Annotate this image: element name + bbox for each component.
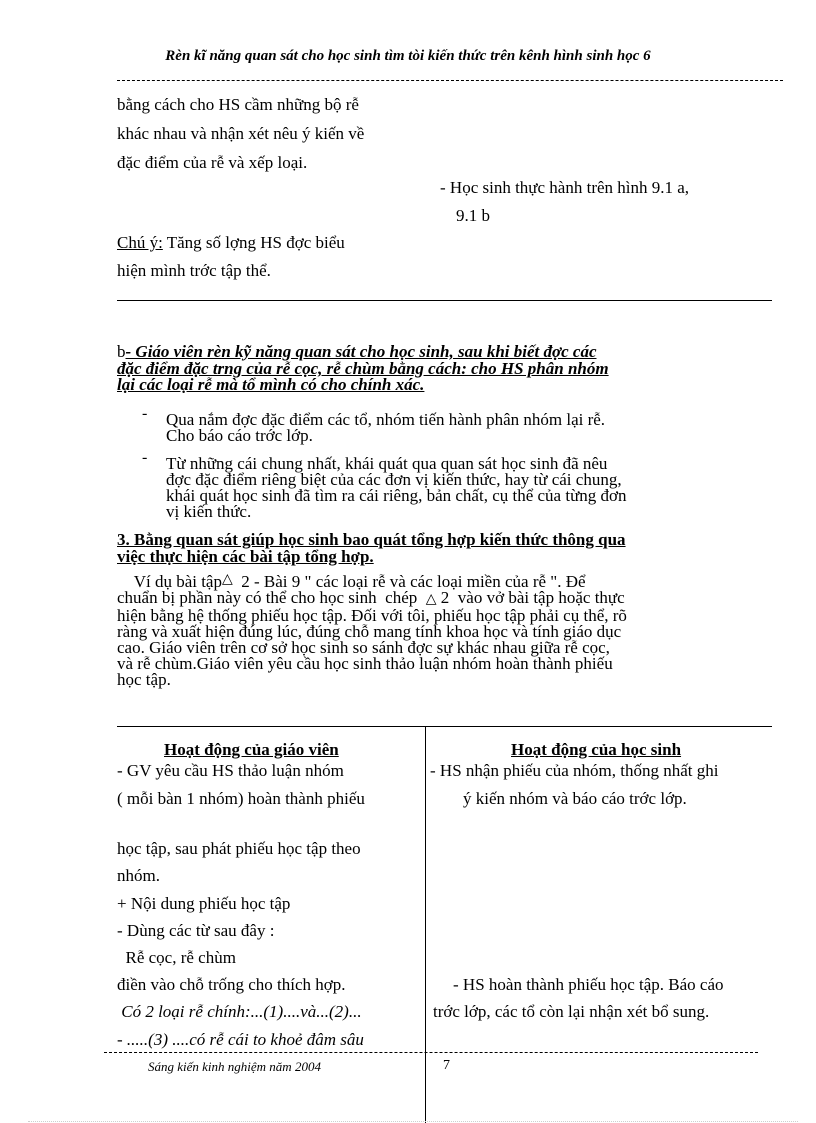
note-text: Tăng số lợng HS đợc biểu [162,233,345,252]
teacher-line: + Nội dung phiếu học tập [117,894,291,913]
example-line-3: hiện bằng hệ thống phiếu học tập. Đối với tôi, phiếu học tập phải cụ thể, rõ [117,606,627,625]
section-b-line-3: lại các loại rễ mà tổ mình có cho chính xác. [117,375,425,394]
bullet-line: vị kiến thức. [166,502,252,521]
bullet-dash: - [142,449,148,466]
bullet-line: Qua nắm đợc đặc điểm các tổ, nhóm tiến hành phân nhóm lại rễ. [166,410,606,429]
example-text: 2 - Bài 9 " các loại rễ và các loại miền của rễ ". Để [232,572,586,591]
example-line-4: ràng và xuất hiện đúng lúc, đúng chỗ mang tính khoa học và tính giáo dục [117,622,622,641]
teacher-line: Có 2 loại rễ chính:...(1)....và...(2)... [117,1002,362,1021]
teacher-line: điền vào chỗ trống cho thích hợp. [117,975,346,994]
bullet-dash: - [142,405,148,422]
student-line: trớc lớp, các tổ còn lại nhận xét bổ sung. [433,1002,710,1021]
example-text: 2 vào vở bài tập hoặc thực [436,588,625,607]
teacher-line: ( mỗi bàn 1 nhóm) hoàn thành phiếu [117,789,365,808]
student-column-header: Hoạt động của học sinh [511,740,682,759]
triangle-icon: △ [425,592,437,607]
student-line: - HS hoàn thành phiếu học tập. Báo cáo [453,975,724,994]
table-column-divider [425,726,426,1123]
note-line-1 [117,233,345,253]
note-label: Chú ý: [117,233,163,252]
section-b-line-2: đặc điểm đặc trng của rễ cọc, rễ chùm bằng cách: cho HS phân nhóm [117,359,609,378]
note-line-2: hiện mình trớc tập thể. [117,261,271,280]
section-b-text: - Giáo viên rèn kỹ năng quan sát cho học sinh, sau khi biết đợc các [125,342,597,361]
header-divider [117,80,783,81]
teacher-line: - GV yêu cầu HS thảo luận nhóm [117,761,344,780]
page-edge [28,1121,798,1122]
bullet-line: Từ những cái chung nhất, khái quát qua quan sát học sinh đã nêu [166,454,608,473]
teacher-line: - Dùng các từ sau đây : [117,921,275,940]
top-left-line: khác nhau và nhận xét nêu ý kiến về [117,124,365,143]
top-left-line: đặc điểm của rễ và xếp loại. [117,153,308,172]
bullet-line: đợc đặc điểm riêng biệt của các đơn vị kiến thức, hay từ cái chung, [166,470,622,489]
example-line-6: và rễ chùm.Giáo viên yêu cầu học sinh thảo luận nhóm hoàn thành phiếu [117,654,613,673]
section-divider [117,300,772,301]
example-paragraph [117,572,777,688]
bullet-item [166,456,778,520]
student-line: ý kiến nhóm và báo cáo trớc lớp. [463,789,687,808]
bullet-item [166,412,778,444]
teacher-line: Rễ cọc, rễ chùm [117,948,236,967]
teacher-line: học tập, sau phát phiếu học tập theo [117,839,361,858]
bullet-line: Cho báo cáo trớc lớp. [166,426,313,445]
footer-note: Sáng kiến kinh nghiệm năm 2004 [148,1059,321,1074]
page-number: 7 [443,1058,450,1073]
section-3-heading-line-1: 3. Bằng quan sát giúp học sinh bao quát tổng hợp kiến thức thông qua [117,530,626,549]
teacher-line: - .....(3) ....có rễ cái to khoẻ đâm sâu [117,1030,364,1049]
table-top-border [117,726,772,727]
triangle-icon: △ [221,572,233,587]
top-right-line: - Học sinh thực hành trên hình 9.1 a, [440,178,690,197]
page-header: Rèn kĩ năng quan sát cho học sinh tìm tòi kiến thức trên kênh hình sinh học 6 [165,48,651,64]
section-b-prefix: b [117,342,126,361]
bullet-line: khái quát học sinh đã tìm ra cái riêng, bản chất, cụ thể của từng đơn [166,486,627,505]
top-left-line: bằng cách cho HS cầm những bộ rễ [117,95,359,114]
section-b-line-1 [117,344,597,360]
teacher-column-header: Hoạt động của giáo viên [164,740,339,759]
footer-divider [104,1052,758,1053]
section-3-heading-line-2: việc thực hiện các bài tập tổng hợp. [117,547,374,566]
student-line: - HS nhận phiếu của nhóm, thống nhất ghi [430,761,719,780]
example-line-5: cao. Giáo viên trên cơ sở học sinh so sánh đợc sự khác nhau giữa rễ cọc, [117,638,610,657]
top-right-line: 9.1 b [456,206,490,225]
example-text: Ví dụ bài tập [117,572,222,591]
example-line-7: học tập. [117,670,171,689]
example-text: chuẩn bị phần này có thể cho học sinh chép [117,588,426,607]
teacher-line: nhóm. [117,866,160,885]
